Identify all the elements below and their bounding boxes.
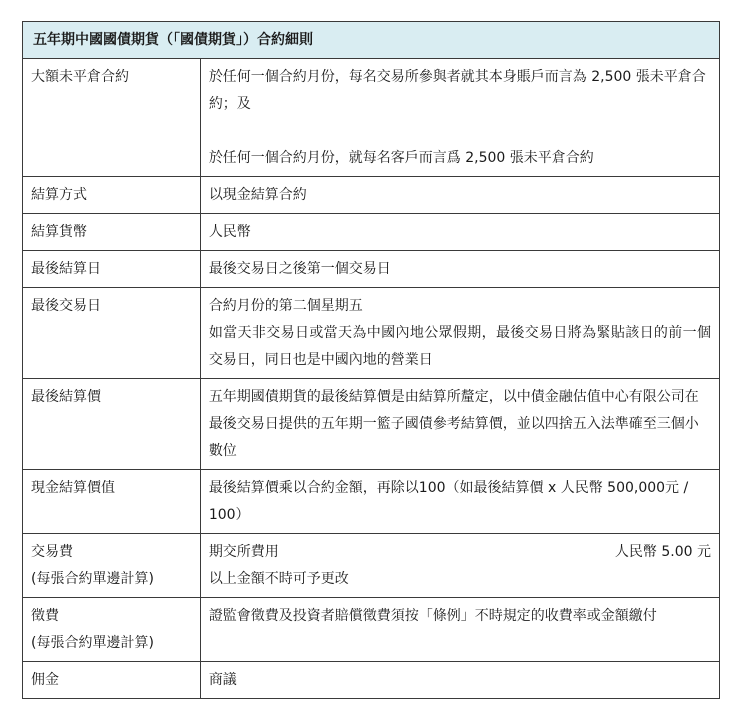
row-label-trading-fee — [23, 534, 201, 598]
row-value-cash-settlement-value: 最後結算價乘以合約金額，再除以100（如最後結算價 x 人民幣 500,000元 / 100） — [200, 470, 719, 534]
fee-note: 以上金額不時可予更改 — [208, 571, 349, 587]
table-row — [23, 662, 720, 699]
table-row — [23, 177, 720, 214]
row-value-final-settlement-price: 五年期國債期貨的最後結算價是由結算所釐定，以中債金融估值中心有限公司在最後交易日提供的五年期一籃子國債參考結算價，並以四捨五入法準確至三個小數位 — [200, 379, 719, 470]
fee-name: 期交所費用 — [208, 544, 279, 560]
last-trading-day-holiday-rule: 如當天非交易日或當天為中國內地公眾假期，最後交易日將為緊貼該日的前一個交易日，同日也是中國內地的營業日 — [208, 325, 711, 368]
table-row — [23, 534, 720, 598]
row-label-last-trading-day: 最後交易日 — [23, 288, 201, 379]
row-value-commission: 商議 — [200, 662, 719, 699]
row-label-settlement-method: 結算方式 — [23, 177, 201, 214]
row-label-cash-settlement-value: 現金結算價值 — [23, 470, 201, 534]
row-value-position-limit — [200, 59, 719, 177]
position-limit-client-text: 於任何一個合約月份，就每名客戶而言爲 2,500 張未平倉合約 — [208, 150, 594, 166]
table-row — [23, 59, 720, 177]
table-title: 五年期中國國債期貨（「國債期貨」）合約細則 — [23, 22, 720, 59]
last-trading-day-rule: 合約月份的第二個星期五 — [208, 298, 363, 314]
row-value-settlement-currency: 人民幣 — [200, 214, 719, 251]
row-label-levy — [23, 598, 201, 662]
table-row — [23, 598, 720, 662]
row-label-final-settlement-price: 最後結算價 — [23, 379, 201, 470]
row-value-final-settlement-day: 最後交易日之後第一個交易日 — [200, 251, 719, 288]
fee-amount: 人民幣 5.00 元 — [614, 544, 711, 560]
row-value-settlement-method: 以現金結算合約 — [200, 177, 719, 214]
trading-fee-label: 交易費 — [31, 544, 73, 560]
row-value-trading-fee — [200, 534, 719, 598]
table-title-row — [23, 22, 720, 59]
table-row — [23, 379, 720, 470]
paragraph-gap — [209, 118, 711, 145]
table-row — [23, 470, 720, 534]
levy-sublabel: (每張合約單邊計算) — [31, 635, 154, 651]
table-row — [23, 251, 720, 288]
row-value-last-trading-day — [200, 288, 719, 379]
table-row — [23, 288, 720, 379]
levy-label: 徵費 — [31, 608, 59, 624]
row-label-final-settlement-day: 最後結算日 — [23, 251, 201, 288]
table-row — [23, 214, 720, 251]
row-label-settlement-currency: 結算貨幣 — [23, 214, 201, 251]
trading-fee-sublabel: (每張合約單邊計算) — [31, 571, 154, 587]
row-label-commission: 佣金 — [23, 662, 201, 699]
row-value-levy: 證監會徵費及投資者賠償徵費須按「條例」不時規定的收費率或金額繳付 — [200, 598, 719, 662]
contract-spec-table — [22, 21, 720, 699]
row-label-position-limit: 大額未平倉合約 — [23, 59, 201, 177]
fee-line — [209, 539, 711, 566]
position-limit-participant-text: 於任何一個合約月份，每名交易所參與者就其本身賬戶而言為 2,500 張未平倉合約；及 — [208, 69, 706, 112]
